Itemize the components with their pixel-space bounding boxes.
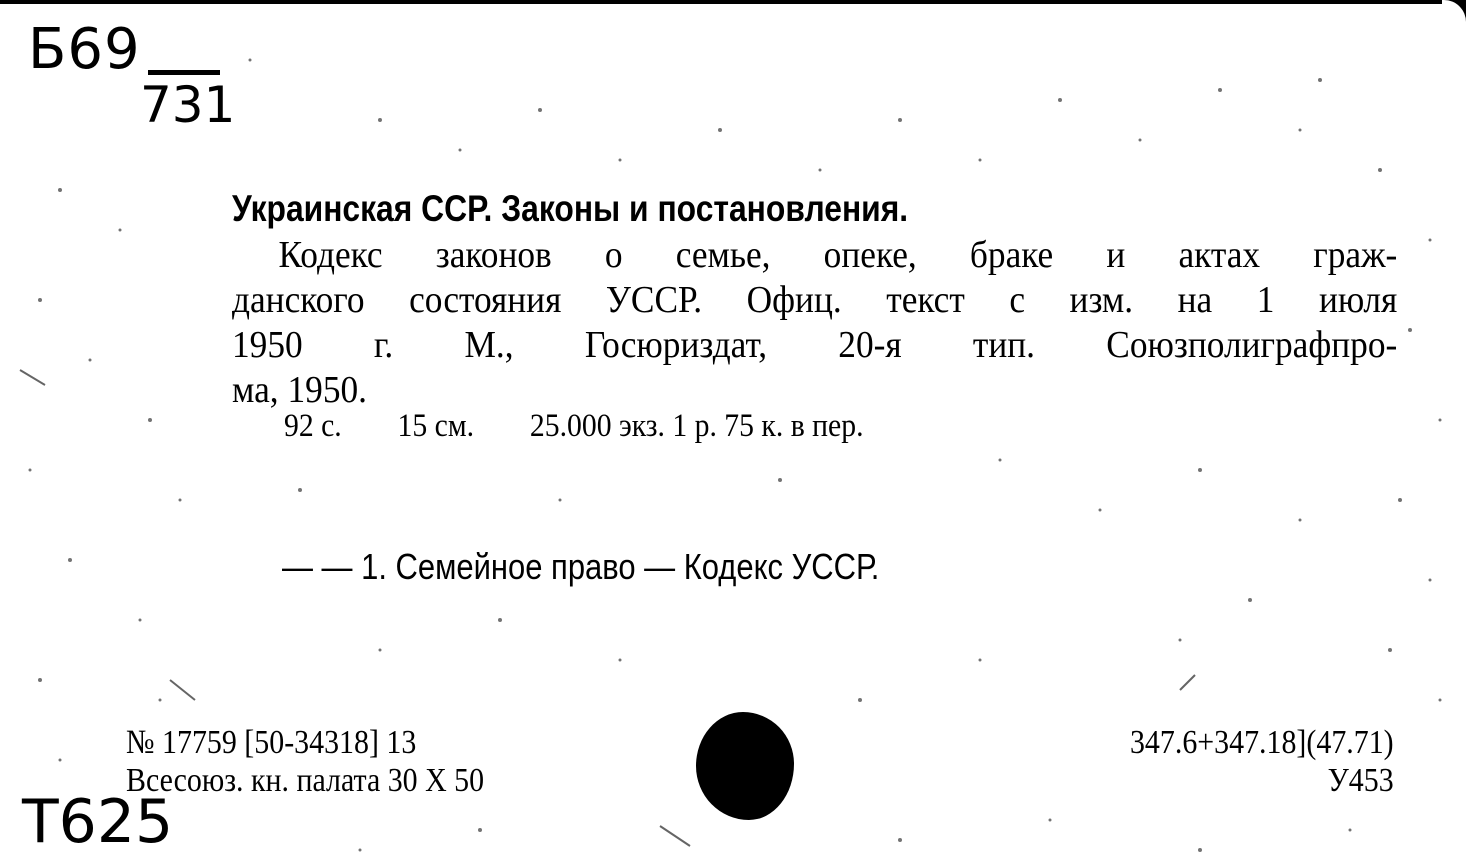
subject-heading: — — 1. Семейное право — Кодекс УССР.: [282, 546, 880, 587]
chamber-date: Всесоюз. кн. палата 30 X 50: [126, 762, 485, 799]
author-mark: У453: [1327, 762, 1394, 799]
classification-code: 347.6+347.18](47.71): [1130, 724, 1394, 761]
punch-hole: [696, 712, 794, 820]
card-corner: [1442, 0, 1466, 24]
bibliographic-entry: [232, 186, 1397, 413]
entry-body-line: ма, 1950.: [232, 369, 367, 411]
entry-body-line: Кодекс законов о семье, опеке, браке и актах граж-: [278, 234, 1398, 276]
collation-line: [284, 408, 919, 445]
entry-body-line: 1950 г. М., Госюриздат, 20-я тип. Союзполиграфпро-: [232, 324, 1398, 366]
card-top-edge: [0, 0, 1466, 4]
handwritten-call-number: Б69: [28, 17, 141, 82]
collation-copies-price: 25.000 экз. 1 р. 75 к. в пер.: [529, 408, 864, 444]
handwritten-fraction-line: [148, 70, 220, 75]
footer-right: [1130, 724, 1394, 800]
collation-size: 15 см.: [397, 408, 475, 444]
record-number: № 17759 [50-34318] 13: [126, 724, 417, 761]
entry-body-line: данского состояния УССР. Офиц. текст с изм. на 1 июля: [232, 279, 1398, 321]
handwritten-bottom-mark: Т625: [22, 787, 174, 857]
footer-left: [126, 724, 484, 800]
handwritten-call-subnumber: 731: [140, 76, 236, 134]
entry-heading: Украинская ССР. Законы и постановления.: [232, 188, 909, 229]
collation-pages: 92 с.: [284, 408, 342, 444]
